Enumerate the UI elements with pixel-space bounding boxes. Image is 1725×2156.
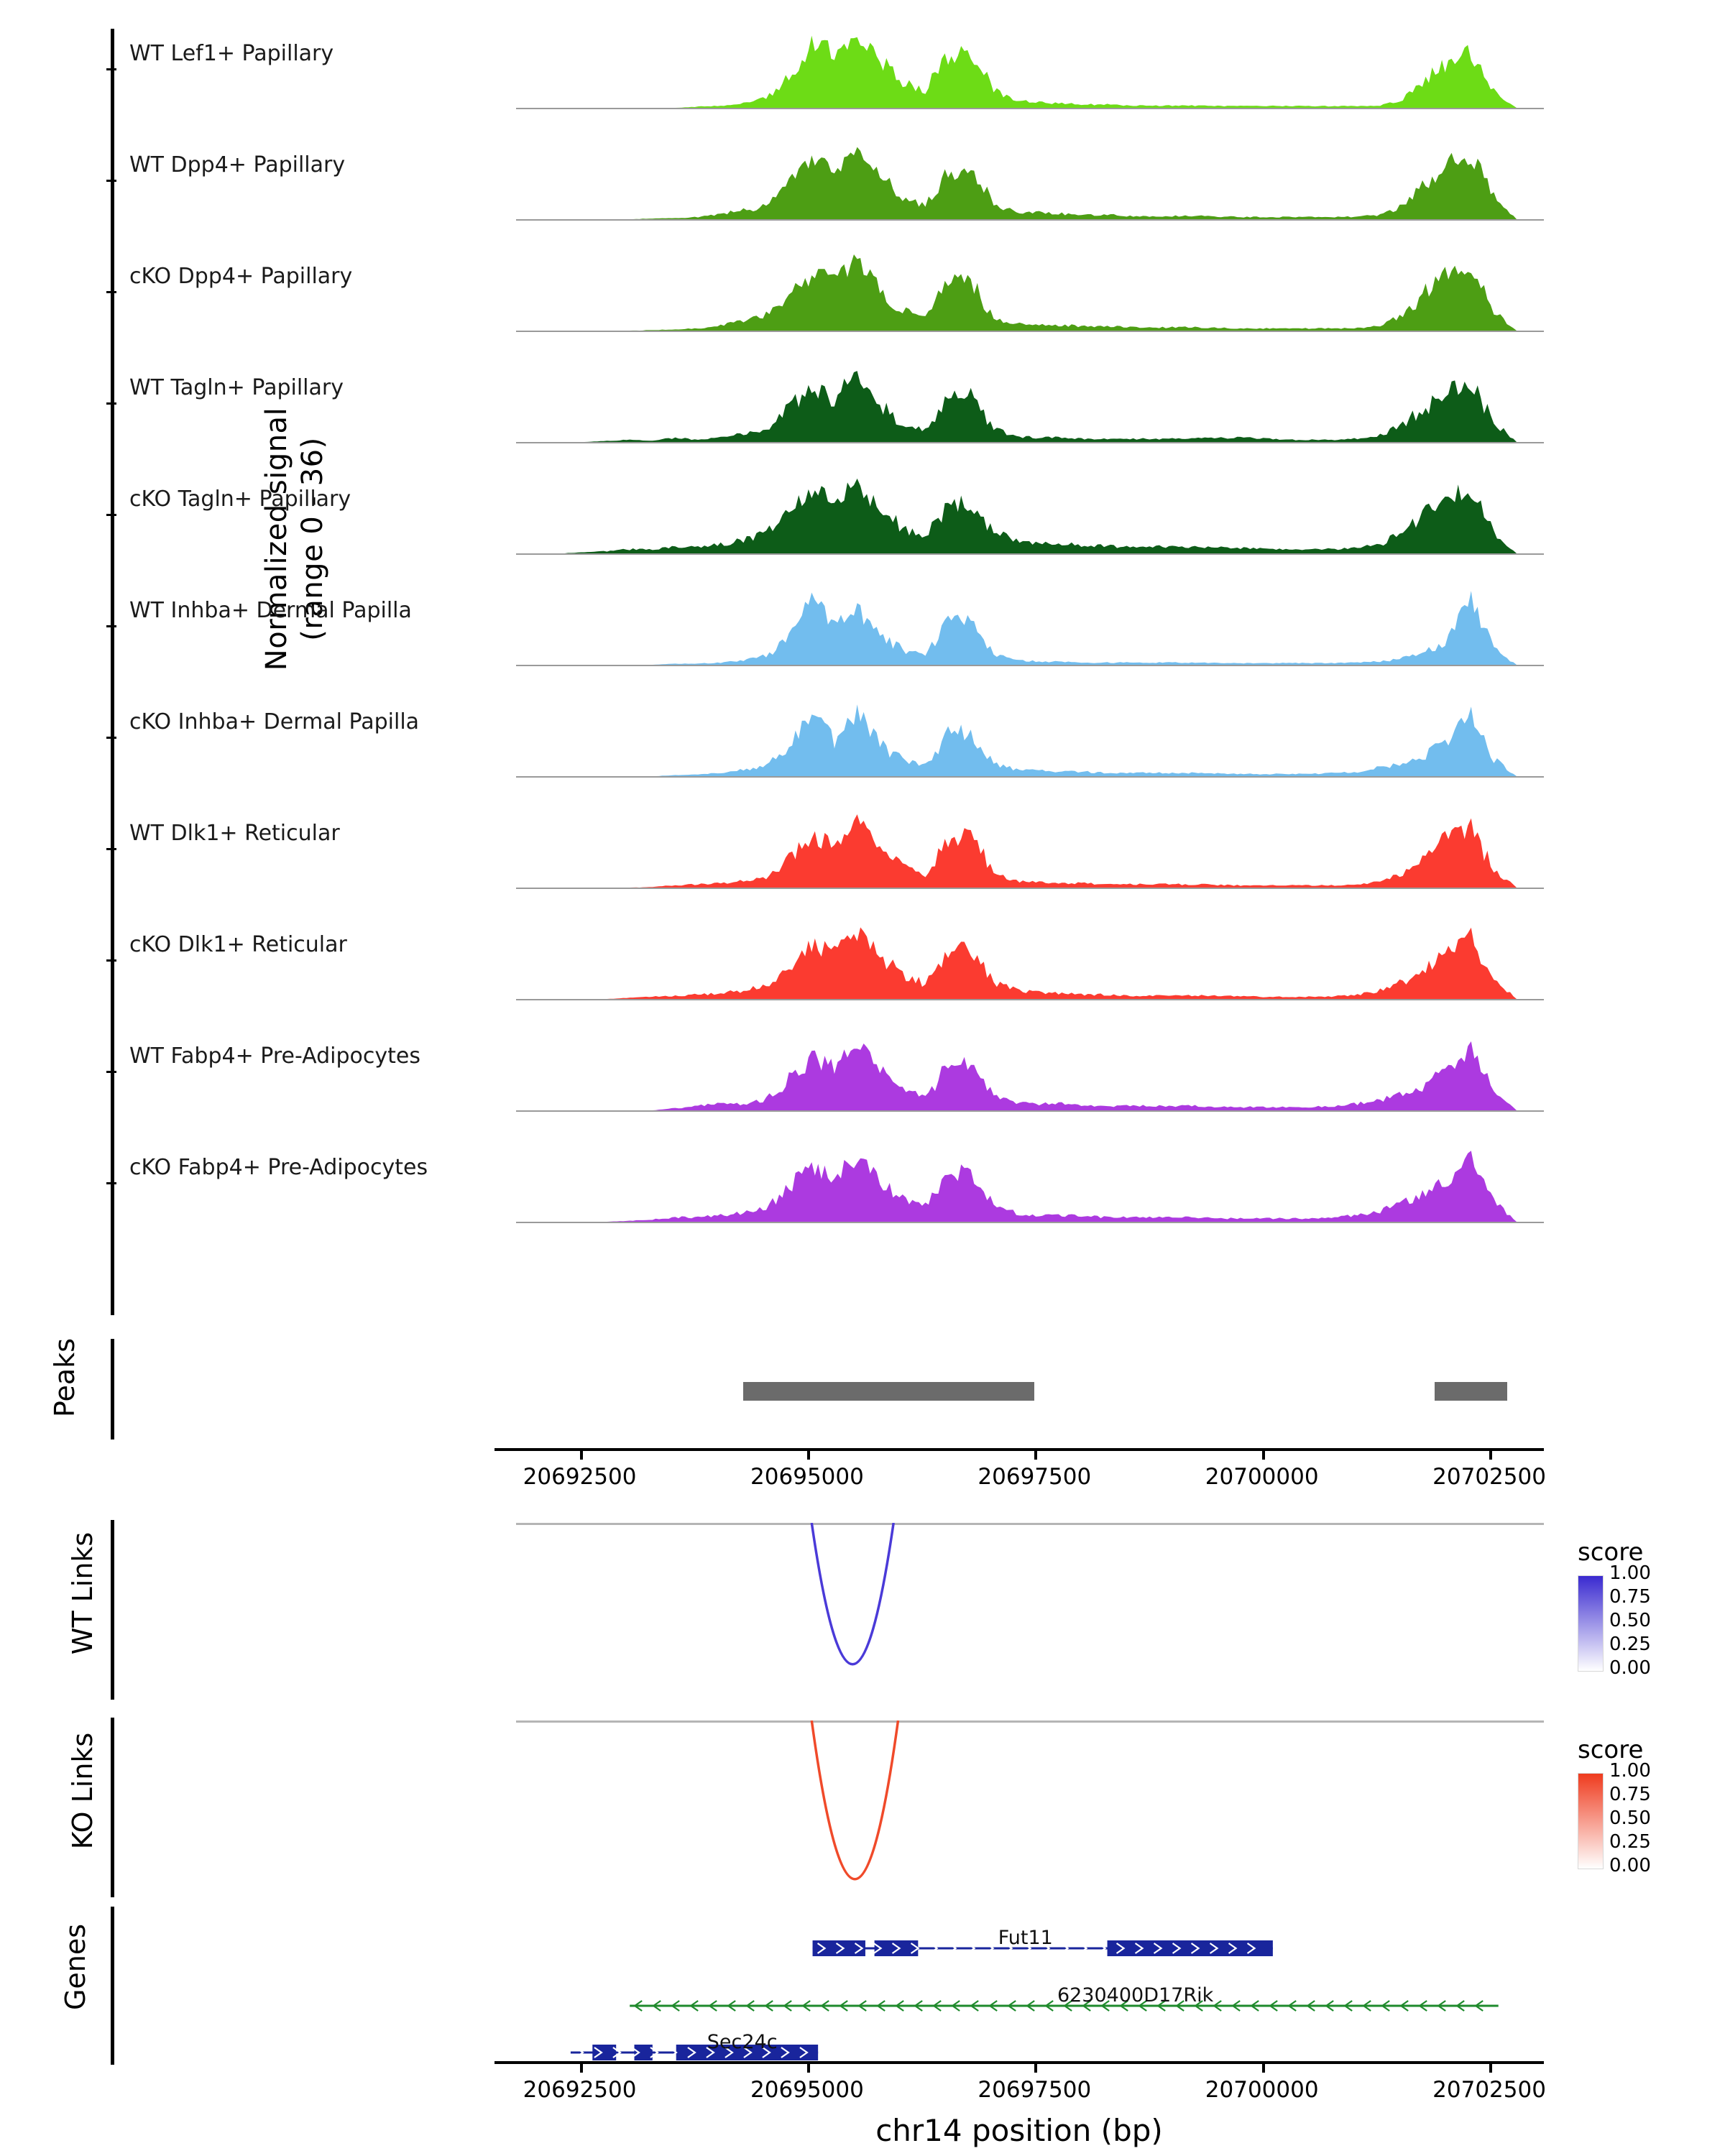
x-axis-bottom-line bbox=[494, 2061, 1544, 2064]
track-label: WT Lef1+ Papillary bbox=[129, 41, 334, 66]
coverage-track bbox=[0, 474, 1725, 586]
track-axis-tick bbox=[106, 848, 116, 850]
track-signal-area bbox=[516, 474, 1544, 553]
track-axis-tick bbox=[106, 959, 116, 962]
x-axis-tick-label: 20702500 bbox=[1432, 2077, 1546, 2103]
track-signal-area bbox=[516, 363, 1544, 442]
x-axis-tick-label: 20700000 bbox=[1205, 1464, 1319, 1490]
x-axis-bottom bbox=[0, 2061, 1725, 2155]
track-baseline bbox=[516, 665, 1544, 666]
track-axis-tick bbox=[106, 1071, 116, 1073]
track-baseline bbox=[516, 1110, 1544, 1112]
x-axis-tick bbox=[1034, 1448, 1037, 1460]
track-label: WT Dlk1+ Reticular bbox=[129, 821, 340, 846]
track-baseline bbox=[516, 219, 1544, 221]
coverage-track bbox=[0, 1031, 1725, 1143]
track-axis-tick bbox=[106, 737, 116, 739]
track-label: WT Tagln+ Papillary bbox=[129, 375, 344, 400]
track-axis-tick bbox=[106, 1182, 116, 1184]
track-axis-tick bbox=[106, 291, 116, 293]
genes-panel-label: Genes bbox=[60, 1923, 91, 2011]
track-axis-tick bbox=[106, 68, 116, 70]
legend-tick-label: 0.00 bbox=[1609, 1855, 1651, 1876]
ko-links-label: KO Links bbox=[67, 1732, 98, 1850]
peaks-panel-label: Peaks bbox=[49, 1337, 80, 1418]
coverage-track bbox=[0, 697, 1725, 808]
peaks-axis-spine bbox=[111, 1339, 114, 1439]
legend-tick-label: 0.25 bbox=[1609, 1831, 1651, 1853]
ko-score-colorbar bbox=[1578, 1773, 1604, 1869]
peak-bar bbox=[1435, 1382, 1507, 1401]
gene-row bbox=[516, 1987, 1544, 2020]
ko-score-legend-body bbox=[1578, 1760, 1725, 1876]
legend-tick-label: 0.75 bbox=[1609, 1784, 1651, 1805]
x-axis-tick-label: 20702500 bbox=[1432, 1464, 1546, 1490]
gene-label: Sec24c bbox=[707, 2031, 778, 2053]
track-signal-area bbox=[516, 29, 1544, 108]
x-axis-tick bbox=[580, 1448, 583, 1460]
track-signal-area bbox=[516, 1143, 1544, 1222]
x-axis-top-line bbox=[494, 1448, 1544, 1451]
track-signal-area bbox=[516, 920, 1544, 999]
legend-tick-label: 0.00 bbox=[1609, 1657, 1651, 1679]
x-axis-tick-label: 20692500 bbox=[523, 1464, 637, 1490]
x-axis-top bbox=[0, 1448, 1725, 1513]
legend-tick-label: 0.50 bbox=[1609, 1807, 1651, 1829]
track-label: WT Inhba+ Dermal Papilla bbox=[129, 598, 412, 623]
ko-score-legend bbox=[1578, 1736, 1725, 1876]
track-baseline bbox=[516, 999, 1544, 1000]
coverage-track bbox=[0, 1143, 1725, 1254]
track-baseline bbox=[516, 331, 1544, 332]
coverage-track bbox=[0, 140, 1725, 252]
coverage-track bbox=[0, 29, 1725, 140]
coverage-track bbox=[0, 808, 1725, 920]
x-axis-tick-label: 20697500 bbox=[978, 1464, 1092, 1490]
wt-score-legend-body bbox=[1578, 1562, 1725, 1679]
track-signal-area bbox=[516, 1031, 1544, 1110]
legend-tick-label: 1.00 bbox=[1609, 1562, 1651, 1584]
ko-links-panel bbox=[0, 1710, 1725, 1904]
x-axis-tick-label: 20697500 bbox=[978, 2077, 1092, 2103]
gene-label: Fut11 bbox=[998, 1927, 1053, 1949]
gene-label: 6230400D17Rik bbox=[1057, 1984, 1214, 2007]
x-axis-tick-label: 20695000 bbox=[750, 1464, 864, 1490]
coverage-track bbox=[0, 363, 1725, 474]
coverage-track bbox=[0, 586, 1725, 697]
track-baseline bbox=[516, 776, 1544, 778]
wt-score-legend-title: score bbox=[1578, 1538, 1644, 1567]
coverage-track bbox=[0, 920, 1725, 1031]
wt-score-legend bbox=[1578, 1538, 1725, 1679]
track-signal-area bbox=[516, 697, 1544, 776]
ko-links-spine bbox=[111, 1718, 114, 1897]
x-axis-title: chr14 position (bp) bbox=[875, 2113, 1163, 2148]
legend-tick-label: 1.00 bbox=[1609, 1760, 1651, 1782]
wt-links-panel bbox=[0, 1513, 1725, 1707]
track-axis-tick bbox=[106, 625, 116, 627]
x-axis-tick bbox=[1034, 2061, 1037, 2073]
x-axis-tick-label: 20695000 bbox=[750, 2077, 864, 2103]
track-signal-area bbox=[516, 808, 1544, 888]
track-label: cKO Dlk1+ Reticular bbox=[129, 932, 347, 957]
x-axis-tick bbox=[1489, 2061, 1492, 2073]
x-axis-tick bbox=[1262, 1448, 1265, 1460]
ko-links-plot bbox=[516, 1720, 1544, 1893]
x-axis-tick bbox=[1262, 2061, 1265, 2073]
track-baseline bbox=[516, 888, 1544, 889]
track-axis-tick bbox=[106, 514, 116, 516]
wt-links-plot bbox=[516, 1523, 1544, 1695]
x-axis-tick-label: 20700000 bbox=[1205, 2077, 1319, 2103]
track-signal-area bbox=[516, 252, 1544, 331]
peak-bar bbox=[743, 1382, 1034, 1401]
genes-panel bbox=[0, 1901, 1725, 2081]
genes-axis-spine bbox=[111, 1907, 114, 2065]
track-signal-area bbox=[516, 586, 1544, 665]
track-label: cKO Tagln+ Papillary bbox=[129, 487, 351, 512]
track-baseline bbox=[516, 553, 1544, 555]
legend-tick-label: 0.50 bbox=[1609, 1610, 1651, 1631]
peaks-panel bbox=[0, 1333, 1725, 1448]
wt-score-colorbar bbox=[1578, 1575, 1604, 1672]
legend-tick-label: 0.25 bbox=[1609, 1634, 1651, 1655]
track-baseline bbox=[516, 442, 1544, 443]
ko-score-legend-title: score bbox=[1578, 1736, 1644, 1764]
track-label: cKO Dpp4+ Papillary bbox=[129, 264, 353, 289]
wt-links-label: WT Links bbox=[67, 1531, 98, 1655]
coverage-track bbox=[0, 252, 1725, 363]
track-baseline bbox=[516, 1222, 1544, 1223]
track-label: cKO Fabp4+ Pre-Adipocytes bbox=[129, 1155, 428, 1180]
track-signal-area bbox=[516, 140, 1544, 219]
x-axis-tick bbox=[807, 2061, 810, 2073]
track-label: cKO Inhba+ Dermal Papilla bbox=[129, 709, 420, 734]
legend-tick-label: 0.75 bbox=[1609, 1586, 1651, 1608]
track-axis-tick bbox=[106, 402, 116, 405]
y-axis-label-line2: (range 0 - 36) bbox=[296, 437, 329, 641]
x-axis-tick bbox=[1489, 1448, 1492, 1460]
wt-links-spine bbox=[111, 1520, 114, 1700]
x-axis-tick-label: 20692500 bbox=[523, 2077, 637, 2103]
track-label: WT Dpp4+ Papillary bbox=[129, 152, 346, 178]
track-baseline bbox=[516, 108, 1544, 109]
x-axis-tick bbox=[807, 1448, 810, 1460]
x-axis-tick bbox=[580, 2061, 583, 2073]
y-axis-label-line1: Normalized signal bbox=[260, 407, 293, 671]
track-axis-tick bbox=[106, 180, 116, 182]
track-label: WT Fabp4+ Pre-Adipocytes bbox=[129, 1044, 420, 1069]
